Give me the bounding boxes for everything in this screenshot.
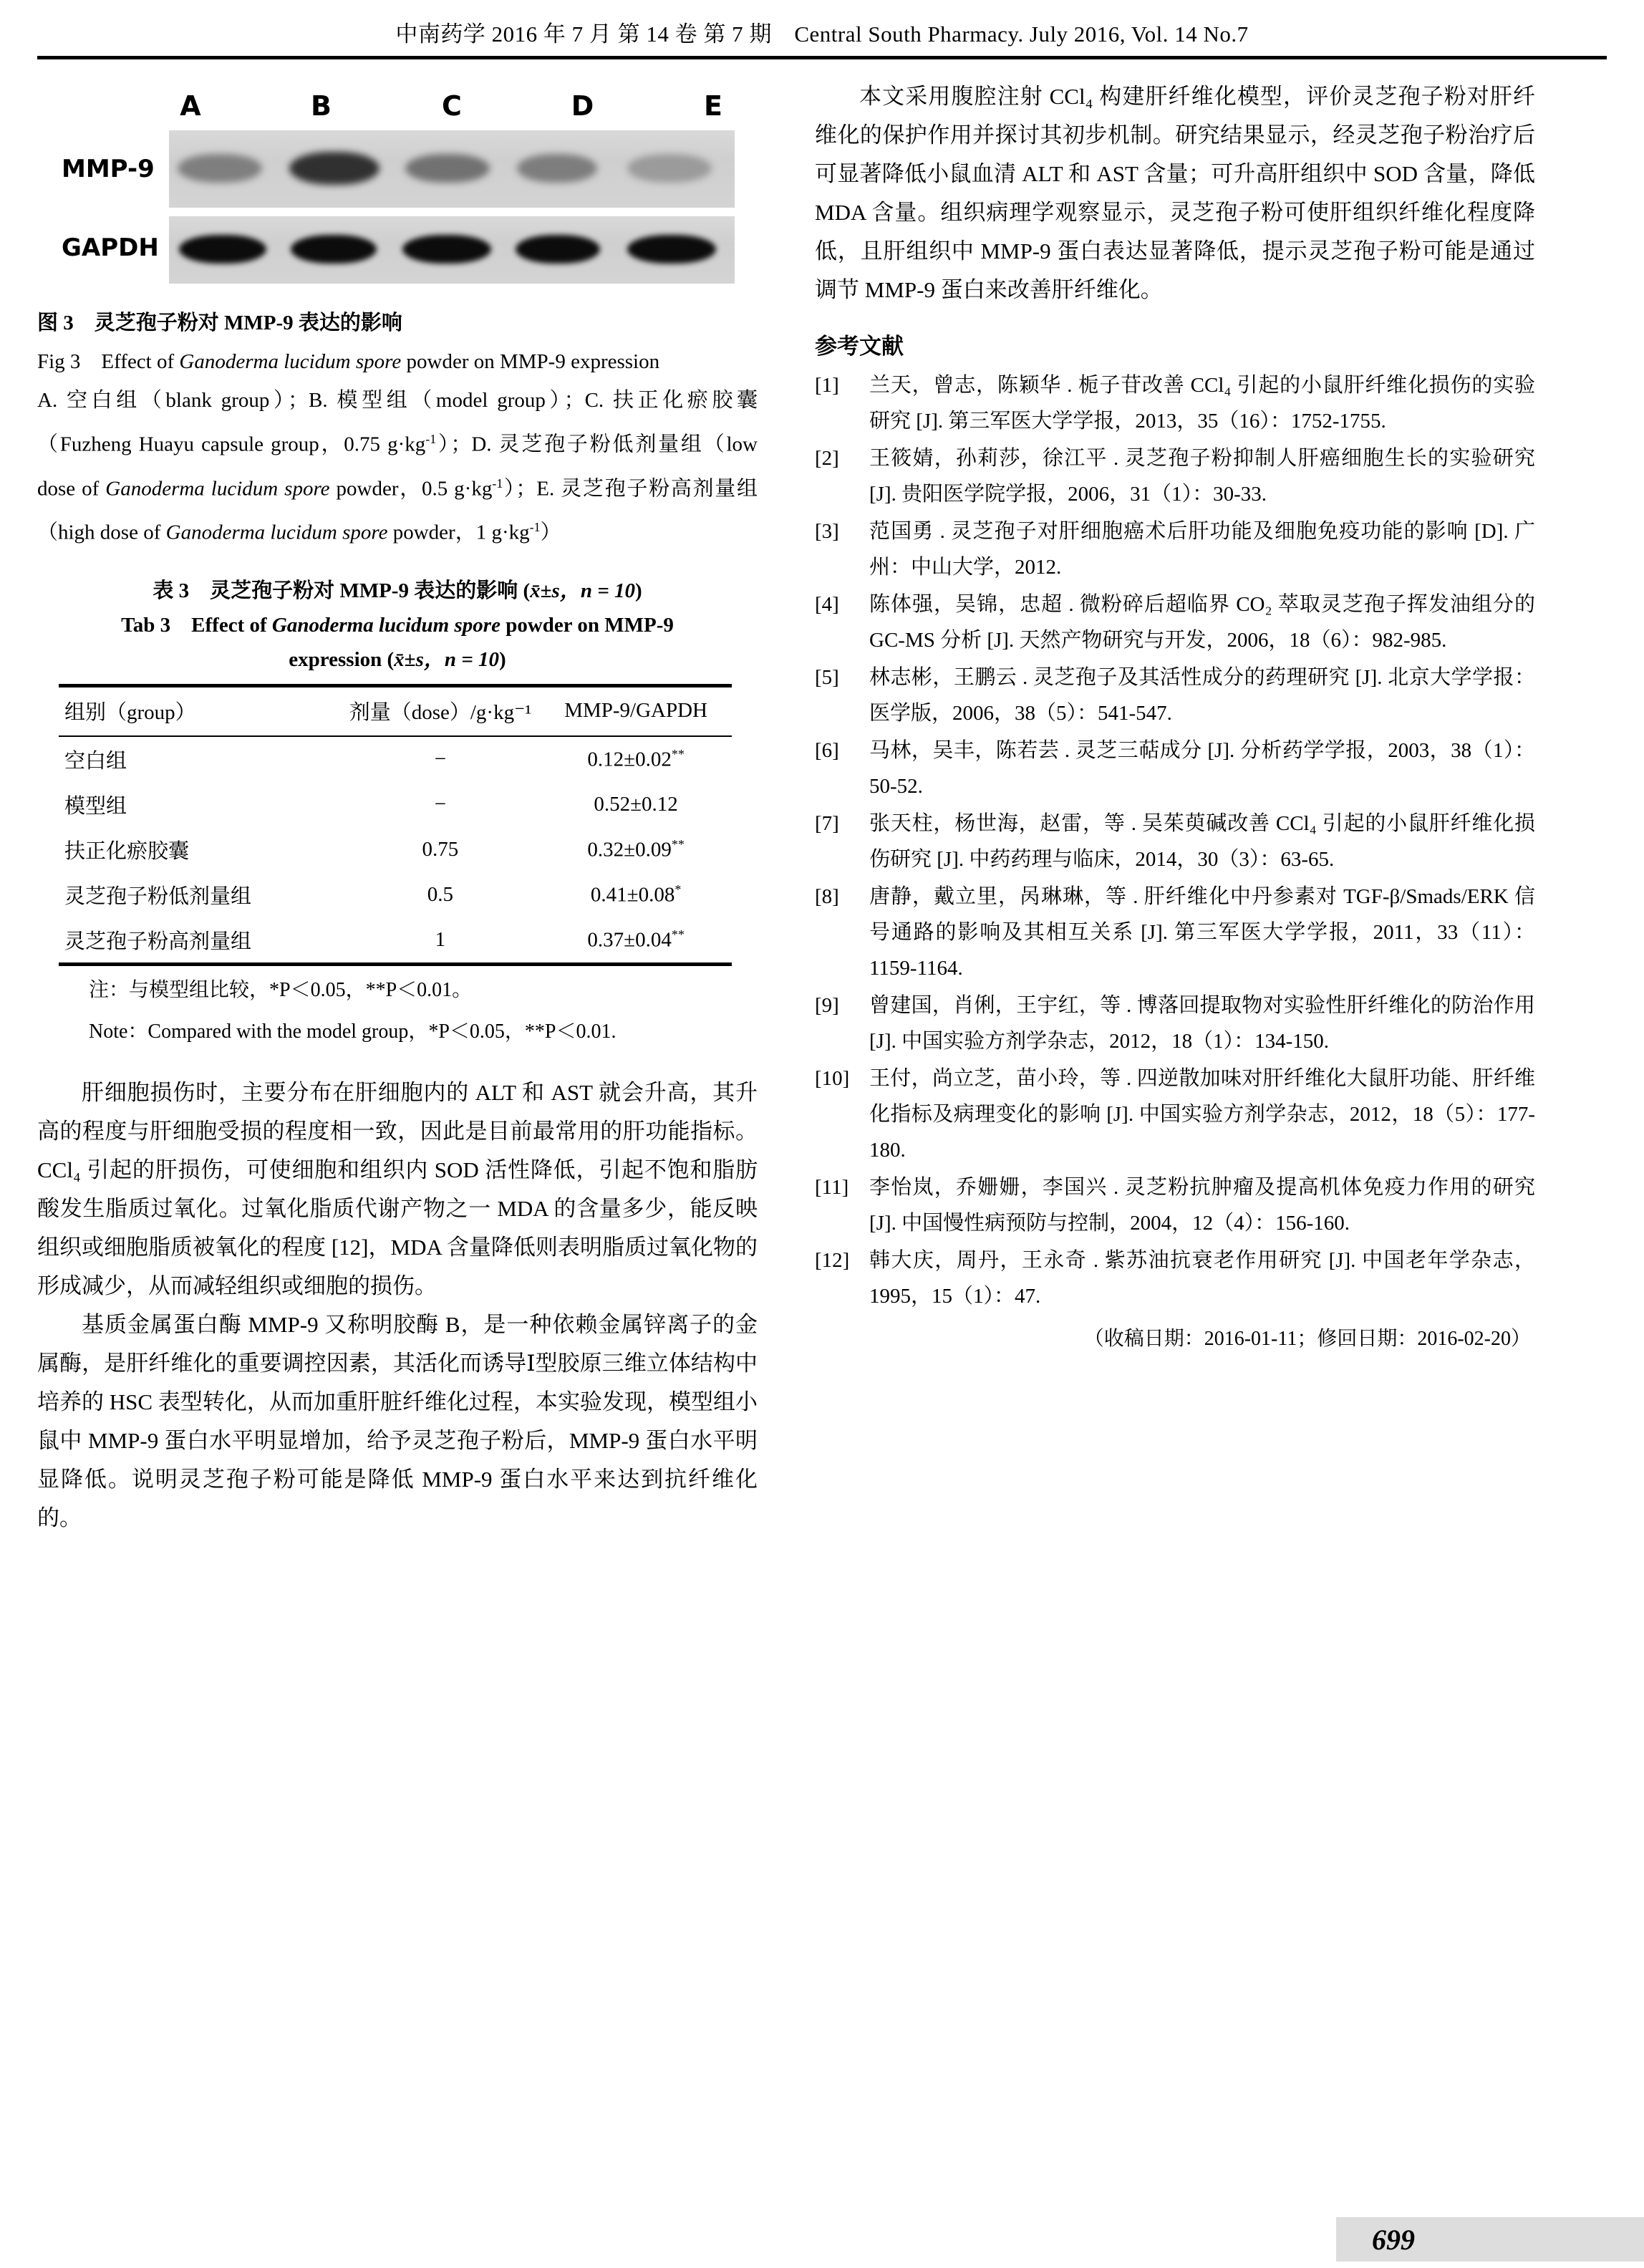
paragraph-conclusion: 本文采用腹腔注射 CCl₄ 构建肝纤维化模型，评价灵芝孢子粉对肝纤维化的保护作用并探讨其初步机制。研究结果显示，经灵芝孢子粉治疗后可显著降低小鼠血清 ALT 和 AST 含量；可升高肝组织中 SOD 含量，降低 MDA 含量。组织病理学观察显示，灵芝孢子粉可使肝组织纤维化程度降低，且肝组织中 MMP-9 蛋白表达显著降低，提示灵芝孢子粉可能是通过调节 MMP-9 蛋白来改善肝纤维化。: [815, 84, 1535, 302]
reference-list: [815, 367, 1535, 1314]
page-header: [37, 16, 1607, 66]
paragraph-liver-enzymes: 肝细胞损伤时，主要分布在肝细胞内的 ALT 和 AST 就会升高，其升高的程度与肝细胞受损的程度相一致，因此是目前最常用的肝功能指标。CCl₄ 引起的肝损伤，可使细胞和组织内 SOD 活性降低，引起不饱和脂肪酸发生脂质过氧化。过氧化脂质代谢产物之一 MDA 的含量多少，能反映组织或细胞脂质被氧化的程度 [12]，MDA 含量降低则表明脂质过氧化物的形成减少，从而减轻组织或细胞的损伤。: [37, 1079, 758, 1298]
reference-item: [815, 1169, 1535, 1241]
table-row: [59, 736, 732, 782]
western-blot-figure: [62, 83, 749, 292]
right-column: [815, 77, 1535, 1357]
column-header-group: 组别（group）: [59, 685, 341, 736]
table-title-cn-pre: 表 3 灵芝孢子粉对 MMP-9 表达的影响 (: [153, 579, 531, 602]
reference-number: [3]: [815, 520, 839, 543]
reference-number: [5]: [815, 666, 839, 689]
blot-strip-mmp9: [169, 130, 735, 208]
reference-text: 李怡岚，乔姗姗，李国兴 . 灵芝粉抗肿瘤及提高机体免疫力作用的研究 [J]. 中国慢性病预防与控制，2004，12（4）：156-160.: [869, 1176, 1535, 1235]
lane-label-e: E: [704, 90, 722, 122]
table-title-en2-stat: x̄±s，n = 10: [394, 647, 500, 671]
left-body-text: [37, 1073, 758, 1538]
reference-text: 王付，尚立芝，苗小玲，等 . 四逆散加味对肝纤维化大鼠肝功能、肝纤维化指标及病理变化的影响 [J]. 中国实验方剂学杂志，2012，18（5）：177-180.: [869, 1067, 1535, 1162]
blot-band-mmp9-e: [627, 154, 712, 183]
reference-item: [815, 1242, 1535, 1314]
cell-mmp9-gapdh: 0.32±0.09**: [587, 837, 685, 862]
cell-group: 灵芝孢子粉高剂量组: [59, 917, 341, 965]
reference-number: [6]: [815, 739, 839, 762]
column-header-ratio: MMP-9/GAPDH: [540, 685, 732, 736]
reference-text: 韩大庆，周丹，王永奇 . 紫苏油抗衰老作用研究 [J]. 中国老年学杂志，1995，15（1）：47.: [869, 1249, 1535, 1308]
reference-text: 张天柱，杨世海，赵雷，等 . 吴茱萸碱改善 CCl₄ 引起的小鼠肝纤维化损伤研究 [J]. 中药药理与临床，2014，30（3）：63-65.: [869, 812, 1535, 871]
two-column-content: [37, 77, 1607, 2140]
cell-dose: 0.75: [422, 837, 459, 861]
reference-item: [815, 988, 1535, 1059]
significance-marker: **: [671, 837, 685, 852]
reference-text: 曾建国，肖俐，王宇红，等 . 博落回提取物对实验性肝纤维化的防治作用 [J]. 中国实验方剂学杂志，2012，18（1）：134-150.: [869, 994, 1535, 1053]
figure-caption-en-post: powder on MMP-9 expression: [401, 350, 660, 373]
table-row: [59, 872, 732, 917]
blot-band-mmp9-a: [178, 154, 262, 183]
cell-dose: 1: [341, 917, 541, 965]
significance-marker: **: [671, 747, 685, 762]
running-head-text: 中南药学 2016 年 7 月 第 14 卷 第 7 期 Central South Pharmacy. July 2016, Vol. 14 No.7: [395, 21, 1249, 47]
figure-caption-cn: 图 3 灵芝孢子粉对 MMP-9 表达的影响: [37, 312, 402, 334]
reference-item: [815, 806, 1535, 877]
figure-legend: [37, 381, 758, 552]
figure-legend-sup1: -1: [425, 432, 437, 446]
blot-band-mmp9-d: [517, 154, 597, 183]
figure-caption: [37, 304, 758, 552]
mmp9-expression-table: [59, 684, 732, 966]
cell-mmp9-gapdh: 0.12±0.02**: [587, 747, 685, 771]
page-number: 699: [1372, 2224, 1415, 2256]
column-header-dose: 剂量（dose）/g·kg⁻¹: [341, 685, 541, 736]
reference-item: [815, 879, 1535, 986]
figure-legend-sup3: -1: [529, 520, 541, 535]
reference-text: 陈体强，吴锦，忠超 . 微粉碎后超临界 CO₂ 萃取灵芝孢子挥发油组分的 GC-MS 分析 [J]. 天然产物研究与开发，2006，18（6）：982-985.: [869, 593, 1535, 652]
significance-marker: *: [674, 882, 682, 897]
table-block: [37, 574, 758, 1049]
reference-text: 兰天，曾志，陈颖华 . 栀子苷改善 CCl₄ 引起的小鼠肝纤维化损伤的实验研究 [J]. 第三军医大学学报，2013，35（16）：1752-1755.: [869, 374, 1535, 433]
figure-legend-species2: Ganoderma lucidum spore: [105, 477, 330, 501]
reference-number: [4]: [815, 593, 839, 616]
cell-group: 扶正化瘀胶囊: [64, 839, 190, 863]
lane-label-row: [169, 90, 735, 122]
reference-number: [7]: [815, 812, 839, 835]
table-title-en-line2: [37, 642, 758, 677]
figure-caption-en-species: Ganoderma lucidum spore: [179, 350, 402, 373]
cell-mmp9-gapdh: 0.37±0.04**: [540, 917, 732, 965]
reference-number: [10]: [815, 1067, 850, 1090]
reference-number: [2]: [815, 447, 839, 470]
figure-legend-part6: ）: [540, 521, 561, 544]
figure-legend-part2: ）；D. 灵芝孢子粉低剂量组（low dose of: [37, 433, 758, 501]
reference-text: 王筱婧，孙莉莎，徐江平 . 灵芝孢子粉抑制人肝癌细胞生长的实验研究 [J]. 贵阳医学院学报，2006，31（1）：30-33.: [869, 447, 1535, 506]
table-title-cn: [37, 574, 758, 608]
table-row: [59, 782, 732, 827]
figure-caption-en: [37, 342, 758, 381]
table-header-row: [59, 685, 732, 736]
table-row: [59, 917, 732, 965]
reference-number: [9]: [815, 994, 839, 1017]
cell-dose: −: [434, 792, 447, 816]
reference-item: [815, 367, 1535, 439]
reference-text: 范国勇 . 灵芝孢子对肝细胞癌术后肝功能及细胞免疫功能的影响 [D]. 广州：中山大学，2012.: [869, 520, 1535, 579]
lane-label-d: D: [571, 90, 594, 122]
figure-legend-part5: powder，1 g·kg: [387, 521, 530, 544]
page-footer-band: [1336, 2217, 1644, 2262]
cell-dose: −: [434, 747, 447, 771]
significance-marker: **: [671, 927, 685, 942]
blot-strip-gapdh: [169, 216, 735, 284]
cell-group: 模型组: [64, 794, 127, 818]
left-column: [37, 77, 758, 1538]
cell-group: 灵芝孢子粉低剂量组: [64, 884, 252, 908]
table-title-cn-post: ): [634, 579, 642, 602]
blot-band-gapdh-c: [402, 235, 491, 264]
blot-band-mmp9-c: [405, 154, 490, 183]
table-row: [59, 827, 732, 872]
figure-caption-en-pre: Fig 3 Effect of: [37, 350, 180, 373]
figure-legend-species3: Ganoderma lucidum spore: [165, 521, 388, 544]
table-title-cn-stat: x̄±s，n = 10: [530, 579, 635, 602]
figure-legend-part4: ）；E. 灵芝孢子粉高剂量组（high dose of: [37, 477, 758, 544]
lane-label-a: A: [180, 90, 201, 122]
table-title-en2-post: ): [499, 647, 506, 671]
received-revised-date: （收稿日期：2016-01-11；修回日期：2016-02-20）: [1083, 1328, 1531, 1350]
reference-number: [8]: [815, 885, 839, 908]
table-title-en-species: Ganoderma lucidum spore: [271, 613, 501, 637]
blot-band-gapdh-b: [291, 235, 377, 264]
table-title-en-pre: Tab 3 Effect of: [121, 613, 272, 637]
reference-item: [815, 733, 1535, 804]
reference-number: [1]: [815, 374, 839, 397]
reference-item: [815, 587, 1535, 658]
table-title-en2-pre: expression (: [289, 647, 395, 671]
blot-row-label-gapdh: GAPDH: [62, 233, 159, 262]
blot-row-label-mmp9: MMP-9: [62, 155, 155, 183]
lane-label-c: C: [442, 90, 462, 122]
references-heading: [815, 328, 904, 360]
table-title-en-post: powder on MMP-9: [500, 613, 674, 637]
figure-legend-part3: powder，0.5 g·kg: [329, 477, 493, 501]
cell-dose: 0.5: [427, 882, 454, 906]
reference-text: 林志彬，王鹏云 . 灵芝孢子及其活性成分的药理研究 [J]. 北京大学学报：医学版，2006，38（5）：541-547.: [869, 666, 1535, 725]
table-note-en: Note：Compared with the model group，*P＜0.05，**P＜0.01.: [89, 1020, 616, 1043]
reference-text: 唐静，戴立里，呙琳琳，等 . 肝纤维化中丹参素对 TGF-β/Smads/ERK 信号通路的影响及其相互关系 [J]. 第三军医大学学报，2011，33（11）：1159-1164.: [869, 885, 1535, 980]
reference-item: [815, 660, 1535, 731]
figure-legend-part1: A. 空白组（blank group）；B. 模型组（model group）；C. 扶正化瘀胶囊（Fuzheng Huayu capsule group，0.75 g·kg: [37, 389, 758, 456]
paragraph-mmp9-discussion: 基质金属蛋白酶 MMP-9 又称明胶酶 B，是一种依赖金属锌离子的金属酶，是肝纤维化的重要调控因素，其活化而诱导Ⅰ型胶原三维立体结构中培养的 HSC 表型转化，从而加重肝脏纤维化过程，本实验发现，模型组小鼠中 MMP-9 蛋白水平明显增加，给予灵芝孢子粉后，MMP-9 蛋白水平明显降低。说明灵芝孢子粉可能是降低 MMP-9 蛋白水平来达到抗纤维化的。: [37, 1311, 758, 1530]
header-rule: [37, 56, 1607, 59]
blot-band-gapdh-d: [516, 235, 600, 264]
reference-number: [12]: [815, 1249, 850, 1272]
reference-item: [815, 1061, 1535, 1168]
reference-item: [815, 513, 1535, 585]
cell-mmp9-gapdh: 0.41±0.08*: [590, 882, 682, 907]
table-title-en: [37, 608, 758, 642]
figure-legend-sup2: -1: [492, 476, 503, 491]
references-heading-text: 参考文献: [815, 334, 904, 359]
reference-number: [11]: [815, 1176, 849, 1199]
reference-item: [815, 440, 1535, 512]
table-body: [59, 736, 732, 965]
blot-band-gapdh-e: [627, 235, 716, 264]
blot-band-gapdh-a: [179, 235, 266, 264]
reference-text: 马林，吴丰，陈若芸 . 灵芝三萜成分 [J]. 分析药学学报，2003，38（1）：50-52.: [869, 739, 1535, 798]
wavy-underline-decoration: [815, 319, 906, 328]
lane-label-b: B: [311, 90, 332, 122]
cell-mmp9-gapdh: 0.52±0.12: [594, 792, 678, 816]
table-note-cn: 注：与模型组比较，*P＜0.05，**P＜0.01。: [89, 978, 473, 1001]
cell-group: 空白组: [64, 749, 127, 773]
blot-band-mmp9-b: [289, 152, 379, 185]
